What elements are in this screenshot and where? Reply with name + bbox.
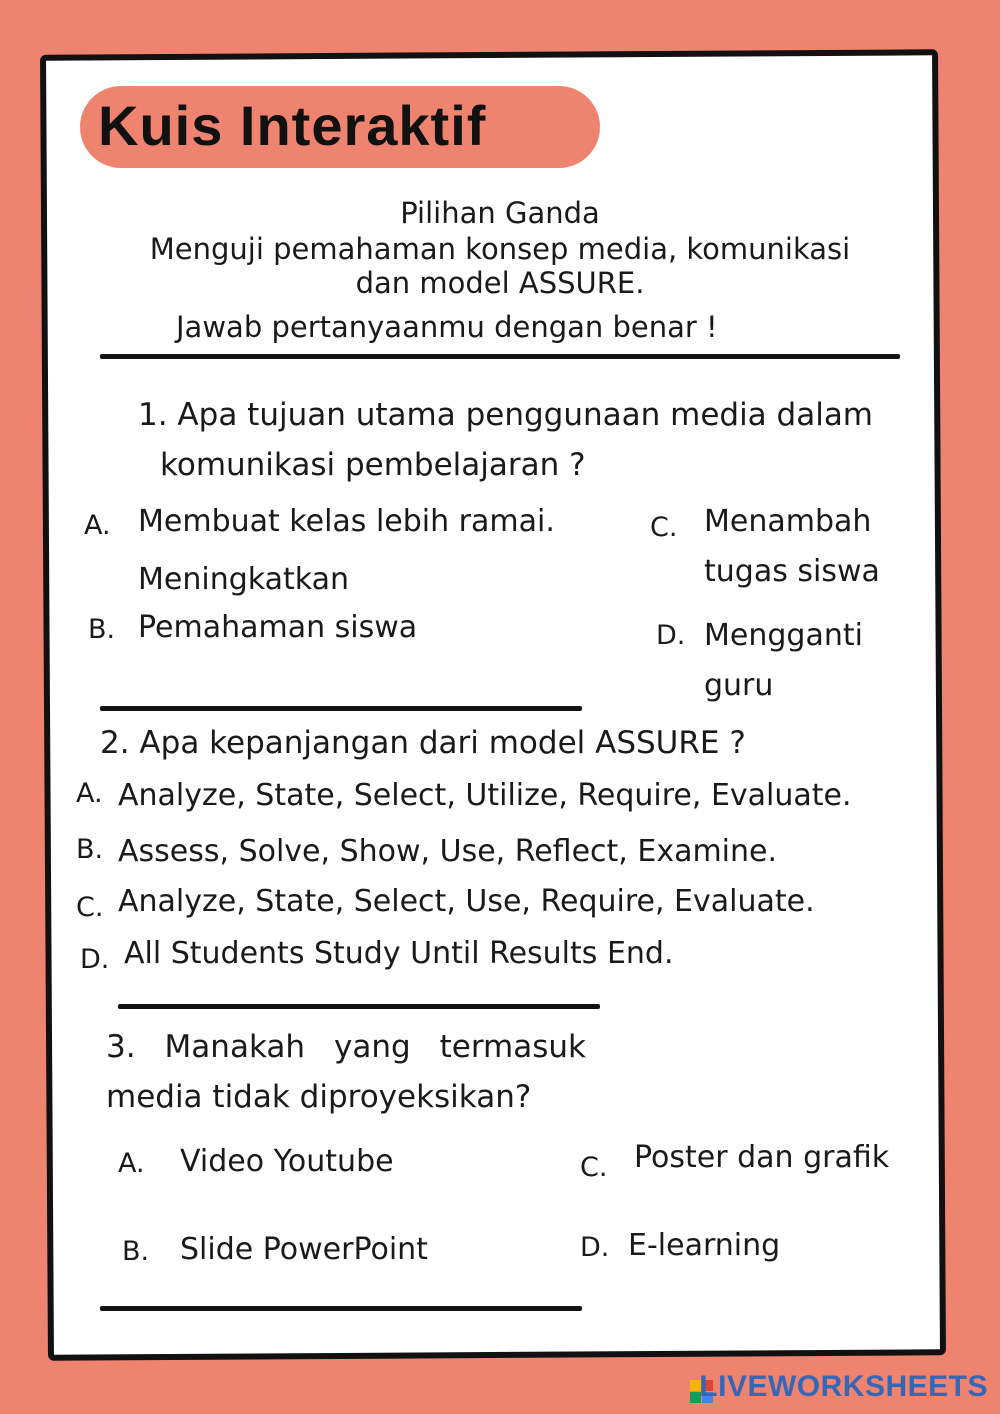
divider	[118, 1004, 600, 1009]
q2-option-b-text[interactable]: Assess, Solve, Show, Use, Reflect, Examine.	[118, 834, 778, 869]
q1-option-d-text-line1[interactable]: Mengganti	[704, 618, 863, 653]
q2-option-b-letter[interactable]: B.	[76, 834, 104, 865]
q1-option-c-text-line1[interactable]: Menambah	[704, 504, 872, 539]
q2-option-d-text[interactable]: All Students Study Until Results End.	[124, 936, 674, 971]
q1-option-b-letter[interactable]: B.	[88, 614, 116, 645]
q3-option-d-letter[interactable]: D.	[580, 1232, 610, 1263]
q3-option-c-letter[interactable]: C.	[580, 1152, 608, 1183]
divider	[100, 354, 900, 359]
intro-type: Pilihan Ganda	[400, 196, 600, 230]
page-title: Kuis Interaktif	[98, 94, 487, 157]
q2-text: 2. Apa kepanjangan dari model ASSURE ?	[100, 725, 746, 761]
intro-description-line1: Menguji pemahaman konsep media, komunikasi	[149, 232, 851, 266]
q1-option-c-letter[interactable]: C.	[650, 512, 678, 543]
q1-option-d-letter[interactable]: D.	[656, 620, 686, 651]
q2-option-c-text[interactable]: Analyze, State, Select, Use, Require, Evaluate.	[118, 884, 815, 919]
q1-option-a-letter[interactable]: A.	[84, 510, 111, 541]
q3-option-b-text[interactable]: Slide PowerPoint	[180, 1232, 428, 1267]
q2-option-c-letter[interactable]: C.	[76, 892, 104, 923]
q1-option-a-text[interactable]: Membuat kelas lebih ramai.	[138, 504, 555, 539]
q3-option-d-text[interactable]: E-learning	[628, 1228, 781, 1263]
brand-watermark[interactable]: LIVEWORKSHEETS	[699, 1370, 988, 1403]
intro-description-line2: dan model ASSURE.	[355, 266, 645, 300]
q1-option-b-text-line2[interactable]: Pemahaman siswa	[138, 610, 418, 645]
q3-text: 3. Manakah yang termasuk media tidak diproyeksikan?	[106, 1029, 586, 1115]
q1-option-d-text-line2[interactable]: guru	[704, 668, 774, 703]
divider	[100, 706, 582, 711]
q1-text-line2: komunikasi pembelajaran ?	[160, 447, 586, 483]
q1-option-c-text-line2[interactable]: tugas siswa	[704, 554, 880, 589]
intro-instruction: Jawab pertanyaanmu dengan benar !	[176, 310, 718, 344]
divider	[100, 1306, 582, 1311]
q2-option-a-letter[interactable]: A.	[76, 778, 103, 809]
q3-option-c-text[interactable]: Poster dan grafik	[634, 1140, 890, 1175]
q2-option-d-letter[interactable]: D.	[80, 944, 110, 975]
q3-option-a-text[interactable]: Video Youtube	[180, 1144, 394, 1179]
q1-option-b-text-line1[interactable]: Meningkatkan	[138, 562, 349, 597]
q3-option-b-letter[interactable]: B.	[122, 1236, 150, 1267]
q1-text-line1: 1. Apa tujuan utama penggunaan media dalam	[138, 397, 874, 433]
q3-option-a-letter[interactable]: A.	[118, 1148, 145, 1179]
q2-option-a-text[interactable]: Analyze, State, Select, Utilize, Require, Evaluate.	[118, 778, 852, 813]
